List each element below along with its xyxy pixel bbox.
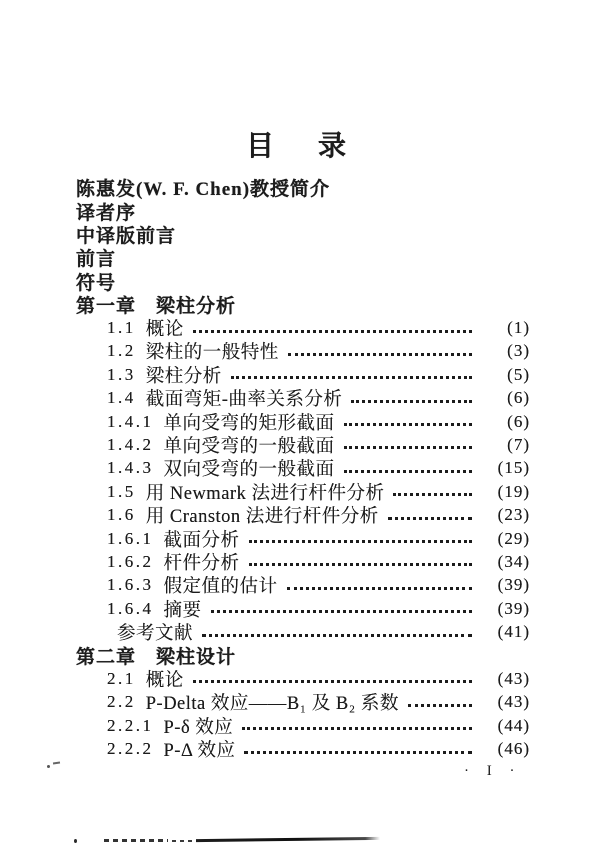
dot-leader bbox=[211, 610, 472, 613]
entry-number: 1.3 bbox=[107, 364, 136, 384]
scan-artifact-edge-line bbox=[196, 836, 380, 841]
entry-number: 2.2.1 bbox=[107, 715, 154, 735]
entry-page-number: (6) bbox=[507, 388, 530, 408]
entry-title: 杆件分析 bbox=[163, 553, 240, 574]
entry-title: 单向受弯的一般截面 bbox=[163, 437, 335, 457]
entry-number: 2.2 bbox=[107, 692, 136, 712]
toc-entry bbox=[76, 480, 530, 503]
toc-entry-references bbox=[76, 620, 530, 643]
entry-number: 1.4.2 bbox=[107, 434, 154, 454]
entry-page-number: (44) bbox=[497, 715, 530, 735]
toc-entry bbox=[76, 737, 530, 760]
toc-entry bbox=[76, 550, 530, 573]
chapter-1-heading: 第一章 梁柱分析 bbox=[76, 296, 237, 318]
front-matter-notation: 符号 bbox=[76, 272, 117, 294]
entry-title: 用 Cranston 法进行杆件分析 bbox=[145, 507, 379, 528]
dot-leader bbox=[287, 587, 472, 590]
entry-title: 摘要 bbox=[163, 600, 202, 621]
entry-title: 梁柱的一般特性 bbox=[145, 343, 279, 364]
dot-leader bbox=[193, 680, 472, 683]
toc-entry bbox=[76, 433, 530, 456]
dot-leader bbox=[351, 400, 472, 403]
entry-title: 概论 bbox=[145, 320, 184, 341]
entry-title: 单向受弯的矩形截面 bbox=[163, 413, 335, 434]
scan-artifact-tick-dot bbox=[47, 765, 50, 768]
toc-entry bbox=[76, 387, 530, 410]
dot-leader bbox=[242, 727, 472, 730]
toc-entry bbox=[76, 363, 530, 386]
entry-page-number: (19) bbox=[497, 481, 530, 501]
entry-number: 1.6.3 bbox=[107, 575, 154, 595]
toc-entry bbox=[76, 667, 530, 690]
dot-leader bbox=[344, 446, 472, 449]
entry-title: 双向受弯的一般截面 bbox=[163, 460, 335, 481]
entry-title: 参考文献 bbox=[117, 624, 194, 645]
entry-number: 1.4.3 bbox=[107, 458, 154, 478]
entry-page-number: (23) bbox=[497, 505, 530, 525]
scan-artifact-edge-line bbox=[104, 839, 168, 842]
front-matter-translators-preface: 译者序 bbox=[76, 202, 137, 224]
dot-leader bbox=[244, 751, 472, 754]
entry-number: 1.5 bbox=[107, 481, 136, 501]
roman-page-number: · I · bbox=[464, 763, 521, 779]
scan-artifact-edge-dot bbox=[74, 839, 77, 843]
entry-page-number: (34) bbox=[497, 551, 530, 571]
entry-number: 1.4 bbox=[107, 388, 136, 408]
entry-title: P-Δ 效应 bbox=[163, 741, 236, 762]
entry-page-number: (5) bbox=[507, 364, 530, 384]
dot-leader bbox=[202, 634, 472, 637]
toc-entry bbox=[76, 340, 530, 363]
toc-entry bbox=[76, 503, 530, 526]
entry-page-number: (43) bbox=[497, 668, 530, 688]
entry-page-number: (39) bbox=[497, 575, 530, 595]
dot-leader bbox=[249, 563, 472, 566]
dot-leader bbox=[408, 704, 472, 707]
front-matter-foreword: 前言 bbox=[76, 249, 117, 271]
entry-number: 2.1 bbox=[107, 668, 136, 688]
entry-page-number: (41) bbox=[497, 622, 530, 642]
toc-entry bbox=[76, 597, 530, 620]
entry-page-number: (46) bbox=[497, 739, 530, 759]
entry-page-number: (3) bbox=[507, 341, 530, 361]
dot-leader bbox=[249, 540, 472, 543]
toc-entry bbox=[76, 714, 530, 737]
entry-number: 1.6.1 bbox=[107, 528, 154, 548]
entry-number: 1.6.2 bbox=[107, 551, 154, 571]
dot-leader bbox=[288, 353, 472, 356]
entry-page-number: (7) bbox=[507, 434, 530, 454]
toc-entry bbox=[76, 527, 530, 550]
dot-leader bbox=[393, 493, 472, 496]
dot-leader bbox=[344, 470, 472, 473]
entry-page-number: (15) bbox=[497, 458, 530, 478]
toc-entry bbox=[76, 410, 530, 433]
scan-artifact-edge-line bbox=[172, 840, 198, 842]
entry-number: 1.6.4 bbox=[107, 598, 154, 618]
toc-entry bbox=[76, 691, 530, 714]
entry-title: 用 Newmark 法进行杆件分析 bbox=[145, 483, 385, 504]
entry-number: 2.2.2 bbox=[107, 739, 154, 759]
toc-entry bbox=[76, 457, 530, 480]
entry-title: 概论 bbox=[145, 670, 184, 691]
entry-title: P-Delta 效应——B₁ 及 B₂ 系数 bbox=[145, 694, 399, 715]
entry-title: 梁柱分析 bbox=[145, 366, 222, 387]
entry-page-number: (29) bbox=[497, 528, 530, 548]
front-matter-chinese-edition-foreword: 中译版前言 bbox=[76, 225, 177, 247]
toc-entry bbox=[76, 574, 530, 597]
scan-artifact-tick-dash bbox=[53, 762, 60, 765]
dot-leader bbox=[231, 376, 472, 379]
entry-number: 1.6 bbox=[107, 505, 136, 525]
entry-title: 假定值的估计 bbox=[163, 577, 278, 598]
entry-page-number: (39) bbox=[497, 598, 530, 618]
entry-title: 截面弯矩-曲率关系分析 bbox=[145, 390, 343, 411]
entry-page-number: (6) bbox=[507, 411, 530, 431]
entry-number: 1.2 bbox=[107, 341, 136, 361]
entry-number: 1.1 bbox=[107, 318, 136, 338]
dot-leader bbox=[193, 330, 472, 333]
entry-page-number: (1) bbox=[507, 318, 530, 338]
entry-page-number: (43) bbox=[497, 692, 530, 712]
front-matter-author-intro: 陈惠发(W. F. Chen)教授简介 bbox=[76, 179, 331, 201]
entry-title: 截面分析 bbox=[163, 530, 240, 551]
dot-leader bbox=[344, 423, 472, 426]
entry-number: 1.4.1 bbox=[107, 411, 154, 431]
entry-title: P-δ 效应 bbox=[163, 717, 234, 738]
dot-leader bbox=[388, 517, 472, 520]
toc-content bbox=[76, 176, 530, 761]
toc-entry bbox=[76, 316, 530, 339]
page-title: 目 录 bbox=[245, 131, 354, 162]
chapter-2-heading: 第二章 梁柱设计 bbox=[76, 647, 237, 669]
